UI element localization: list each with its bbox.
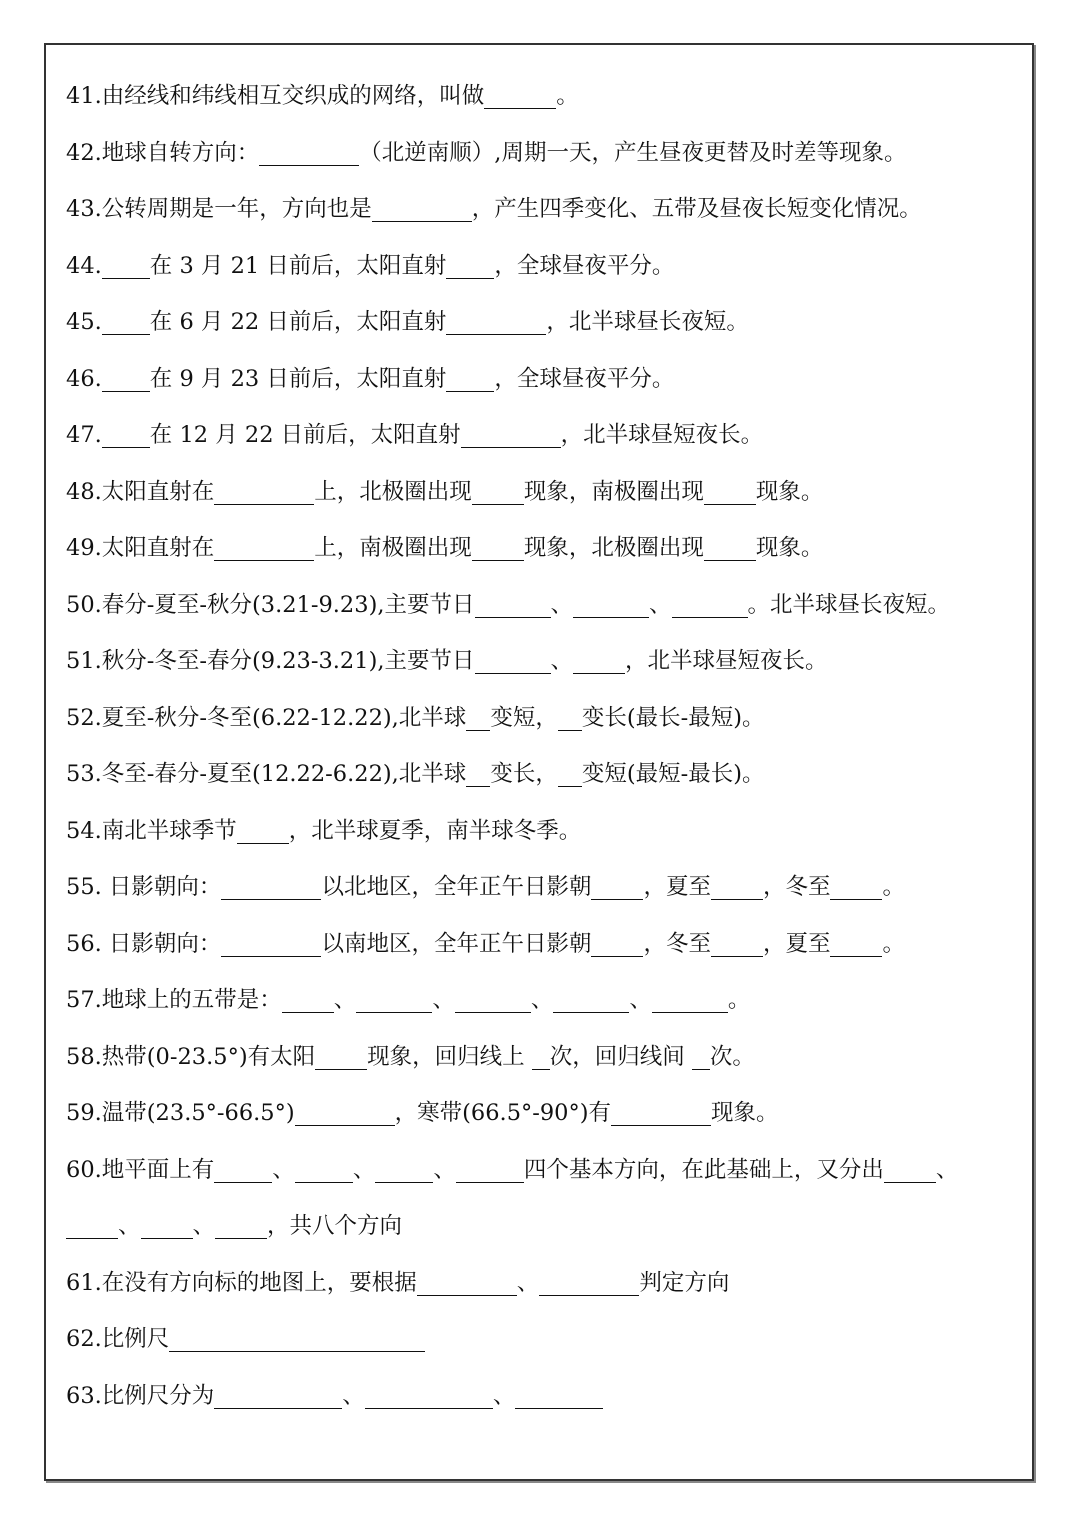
answer-blank[interactable]: [102, 365, 150, 392]
answer-blank[interactable]: [711, 873, 763, 900]
question-text: 在 6 月 22 日前后，太阳直射: [149, 309, 447, 335]
answer-blank[interactable]: [295, 1099, 395, 1126]
question-line: [66, 859, 1016, 916]
question-line: [66, 520, 1016, 577]
question-text: 50.春分-夏至-秋分(3.21-9.23),主要节日: [66, 591, 475, 618]
question-line: [66, 1198, 1016, 1255]
question-line: [66, 972, 1016, 1029]
question-text: 46.: [66, 365, 102, 392]
question-text: 。: [556, 83, 579, 109]
question-text: （北逆南顺）,周期一天，产生昼夜更替及时差等现象。: [359, 139, 907, 166]
question-text: 55. 日影朝向：: [66, 874, 222, 900]
answer-blank[interactable]: [102, 308, 150, 335]
answer-blank[interactable]: [295, 1156, 353, 1183]
answer-blank[interactable]: [466, 760, 490, 787]
question-line: [66, 1085, 1016, 1142]
question-line: [66, 351, 1016, 408]
question-text: 54.南北半球季节: [66, 817, 237, 844]
question-text: 上，南极圈出现: [314, 535, 472, 561]
answer-blank[interactable]: [356, 986, 432, 1013]
answer-blank[interactable]: [884, 1156, 936, 1183]
answer-blank[interactable]: [539, 1269, 639, 1296]
question-text: 次。: [709, 1043, 755, 1070]
answer-blank[interactable]: [282, 986, 334, 1013]
answer-blank[interactable]: [259, 139, 359, 166]
answer-blank[interactable]: [214, 478, 314, 505]
question-line: [66, 690, 1016, 747]
answer-blank[interactable]: [704, 534, 756, 561]
answer-blank[interactable]: [169, 1325, 425, 1352]
answer-blank[interactable]: [102, 252, 150, 279]
question-text: 、: [649, 591, 672, 618]
question-text: 现象，北极圈出现: [523, 535, 704, 561]
answer-blank[interactable]: [472, 478, 524, 505]
question-text: ，夏至: [762, 930, 831, 957]
answer-blank[interactable]: [215, 1212, 267, 1239]
answer-blank[interactable]: [591, 930, 643, 957]
question-text: 48.太阳直射在: [66, 478, 215, 505]
question-text: 62.比例尺: [66, 1326, 170, 1352]
question-text: 、: [333, 987, 357, 1013]
question-line: [66, 1029, 1016, 1086]
question-text: 、: [432, 987, 455, 1013]
question-text: 、: [342, 1382, 365, 1409]
question-line: [66, 68, 1016, 125]
question-text: 52.夏至-秋分-冬至(6.22-12.22),北半球: [66, 704, 467, 731]
question-text: 51.秋分-冬至-春分(9.23-3.21),主要节日: [66, 648, 475, 674]
answer-blank[interactable]: [446, 252, 494, 279]
question-text: 。: [882, 930, 905, 957]
answer-blank[interactable]: [573, 591, 649, 618]
question-text: ，夏至: [643, 874, 711, 900]
answer-blank[interactable]: [672, 591, 748, 618]
question-line: [66, 1142, 1016, 1199]
question-line: [66, 633, 1016, 690]
question-text: 、: [629, 987, 652, 1013]
answer-blank[interactable]: [652, 986, 728, 1013]
question-line: [66, 1368, 1016, 1425]
question-line: [66, 125, 1016, 182]
question-text: 44.: [66, 252, 102, 279]
question-text: 、: [550, 648, 574, 674]
question-line: [66, 238, 1016, 295]
question-text: 、: [516, 1269, 540, 1296]
answer-blank[interactable]: [475, 647, 551, 674]
question-text: 、: [492, 1382, 516, 1409]
question-text: 变长，: [490, 761, 558, 787]
question-text: 、: [550, 591, 574, 618]
question-line: [66, 464, 1016, 521]
question-text: 四个基本方向，在此基础上，又分出: [523, 1156, 884, 1183]
question-text: 41.由经线和纬线相互交织成的网络，叫做: [66, 83, 485, 109]
answer-blank[interactable]: [472, 534, 524, 561]
question-text: 56. 日影朝向：: [66, 930, 222, 957]
answer-blank[interactable]: [221, 873, 321, 900]
answer-blank[interactable]: [711, 930, 763, 957]
question-text: 在 3 月 21 日前后，太阳直射: [149, 252, 447, 279]
question-text: 42.地球自转方向：: [66, 139, 260, 166]
question-text: 上，北极圈出现: [314, 478, 472, 505]
answer-blank[interactable]: [515, 1382, 603, 1409]
question-text: 61.在没有方向标的地图上，要根据: [66, 1269, 417, 1296]
question-text: 次，回归线间: [549, 1043, 692, 1070]
question-text: 在 9 月 23 日前后，太阳直射: [149, 365, 447, 392]
answer-blank[interactable]: [475, 591, 551, 618]
question-line: [66, 577, 1016, 634]
question-line: [66, 181, 1016, 238]
question-text: ，北半球昼长夜短。: [546, 309, 749, 335]
question-text: 47.: [66, 422, 102, 448]
answer-blank[interactable]: [141, 1212, 193, 1239]
question-text: ，北半球夏季，南半球冬季。: [288, 817, 582, 844]
answer-blank[interactable]: [237, 817, 289, 844]
question-text: ，北半球昼短夜长。: [560, 422, 764, 448]
question-line: [66, 294, 1016, 351]
answer-blank[interactable]: [830, 873, 882, 900]
answer-blank[interactable]: [417, 1269, 517, 1296]
answer-blank[interactable]: [372, 195, 472, 222]
answer-blank[interactable]: [456, 1156, 524, 1183]
question-text: 变长(最长-最短)。: [581, 704, 765, 731]
answer-blank[interactable]: [591, 873, 643, 900]
answer-blank[interactable]: [484, 82, 556, 109]
answer-blank[interactable]: [573, 647, 625, 674]
question-text: ，全球昼夜平分。: [494, 365, 675, 392]
question-text: 58.热带(0-23.5°)有太阳: [66, 1043, 316, 1070]
question-line: [66, 746, 1016, 803]
question-text: 45.: [66, 309, 102, 335]
question-text: 53.冬至-春分-夏至(12.22-6.22),北半球: [66, 761, 467, 787]
answer-blank[interactable]: [214, 1156, 272, 1183]
question-text: 在 12 月 22 日前后，太阳直射: [149, 422, 461, 448]
question-text: 判定方向: [639, 1269, 730, 1296]
question-text: 现象，回归线上: [367, 1043, 532, 1070]
worksheet-questions: [66, 68, 1016, 1424]
question-text: ，共八个方向: [267, 1213, 403, 1239]
answer-blank[interactable]: [221, 930, 321, 957]
question-text: 现象，南极圈出现: [523, 478, 704, 505]
question-text: 43.公转周期是一年，方向也是: [66, 196, 372, 222]
answer-blank[interactable]: [553, 986, 629, 1013]
answer-blank[interactable]: [830, 930, 882, 957]
answer-blank[interactable]: [214, 534, 314, 561]
question-text: 以南地区，全年正午日影朝: [321, 930, 592, 957]
question-text: 以北地区，全年正午日影朝: [321, 874, 592, 900]
answer-blank[interactable]: [455, 986, 531, 1013]
question-text: 59.温带(23.5°-66.5°): [66, 1100, 295, 1126]
question-text: 变短(最短-最长)。: [581, 761, 765, 787]
question-text: 、: [530, 987, 554, 1013]
answer-blank[interactable]: [102, 421, 150, 448]
question-text: 现象。: [755, 535, 824, 561]
question-line: [66, 1311, 1016, 1368]
answer-blank[interactable]: [365, 1382, 493, 1409]
answer-blank[interactable]: [446, 365, 494, 392]
question-text: ，产生四季变化、五带及昼夜长短变化情况。: [471, 196, 922, 222]
question-text: 49.太阳直射在: [66, 535, 215, 561]
question-text: 。: [882, 874, 905, 900]
answer-blank[interactable]: [466, 704, 490, 731]
question-text: ，冬至: [643, 930, 711, 957]
answer-blank[interactable]: [558, 760, 582, 787]
answer-blank[interactable]: [704, 478, 756, 505]
question-text: 63.比例尺分为: [66, 1382, 215, 1409]
answer-blank[interactable]: [692, 1043, 710, 1070]
question-line: [66, 803, 1016, 860]
question-text: 、: [935, 1156, 959, 1183]
question-line: [66, 407, 1016, 464]
question-text: ，寒带(66.5°-90°)有: [394, 1100, 612, 1126]
question-text: 。: [727, 987, 751, 1013]
answer-blank[interactable]: [461, 421, 561, 448]
answer-blank[interactable]: [375, 1156, 433, 1183]
question-text: 、: [352, 1156, 376, 1183]
question-text: 57.地球上的五带是：: [66, 987, 282, 1013]
answer-blank[interactable]: [532, 1043, 550, 1070]
question-text: 现象。: [711, 1100, 779, 1126]
question-line: [66, 1255, 1016, 1312]
question-text: 变短，: [490, 704, 558, 731]
question-text: 、: [272, 1156, 295, 1183]
answer-blank[interactable]: [446, 308, 546, 335]
question-text: 现象。: [755, 478, 824, 505]
question-text: 、: [433, 1156, 456, 1183]
answer-blank[interactable]: [66, 1212, 118, 1239]
question-text: 。北半球昼长夜短。: [747, 591, 951, 618]
question-text: 、: [192, 1213, 216, 1239]
answer-blank[interactable]: [558, 704, 582, 731]
question-text: ，北半球昼短夜长。: [625, 648, 828, 674]
question-text: ，全球昼夜平分。: [494, 252, 675, 279]
answer-blank[interactable]: [214, 1382, 342, 1409]
answer-blank[interactable]: [611, 1099, 711, 1126]
question-text: ，冬至: [762, 874, 831, 900]
question-text: 、: [118, 1213, 141, 1239]
answer-blank[interactable]: [315, 1043, 367, 1070]
question-line: [66, 916, 1016, 973]
question-text: 60.地平面上有: [66, 1156, 215, 1183]
